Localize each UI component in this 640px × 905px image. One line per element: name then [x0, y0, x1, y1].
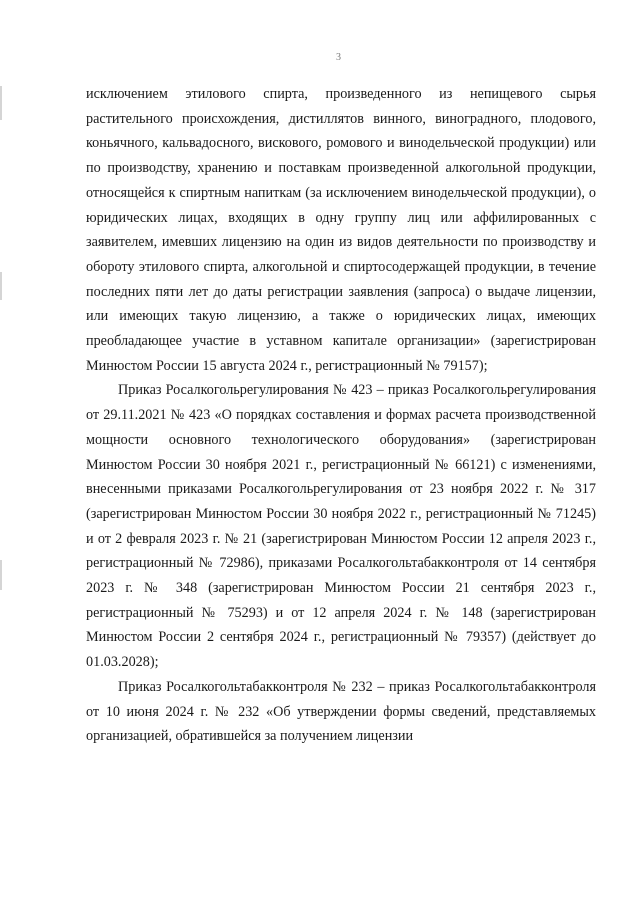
paragraph-order-423: Приказ Росалкогольрегулирования № 423 – приказ Росалкогольрегулирования от 29.11.2021 № 423 «О порядках составления и формах расчета производственной мощности основного технологического оборудования» (зарегистрирован Минюстом России 30 ноября 2021 г., регистрационный № 66121) с изменениями, внесенными приказами Росалкогольрегулирования от 23 ноября 2022 г. № 317 (зарегистрирован Минюстом России 30 ноября 2022 г., регистрационный № 71245) и от 2 февраля 2023 г. № 21 (зарегистрирован Минюстом России 12 апреля 2023 г., регистрационный № 72986), приказами Росалкогольтабакконтроля от 14 сентября 2023 г. № 348 (зарегистрирован Минюстом России 21 сентября 2023 г., регистрационный № 75293) и от 12 апреля 2024 г. № 148 (зарегистрирован Минюстом России 2 сентября 2024 г., регистрационный № 79357) (действует до 01.03.2028);	[86, 382, 596, 671]
scan-edge-mark	[0, 86, 2, 120]
paragraph-order-232: Приказ Росалкогольтабакконтроля № 232 – приказ Росалкогольтабакконтроля от 10 июня 2024 г. № 232 «Об утверждении формы сведений, представляемых организацией, обратившейся за получением лицензии	[86, 678, 596, 745]
page-number: 3	[336, 52, 341, 63]
scan-edge-mark	[0, 560, 2, 590]
document-body	[86, 82, 596, 749]
paragraph-continuation: исключением этилового спирта, произведенного из непищевого сырья растительного происхождения, дистиллятов винного, виноградного, плодового, коньячного, кальвадосного, вискового, ромового и винодельческой продукции) или по производству, хранению и поставкам произведенной алкогольной продукции, относящейся к спиртным напиткам (за исключением винодельческой продукции), о юридических лицах, входящих в одну группу лиц или аффилированных с заявителем, имевших лицензию на один из видов деятельности по производству и обороту этилового спирта, алкогольной и спиртосодержащей продукции, в течение последних пяти лет до даты регистрации заявления (запроса) о выдаче лицензии, или имеющих такую лицензию, а также о юридических лицах, имеющих преобладающее участие в уставном капитале организации» (зарегистрирован Минюстом России 15 августа 2024 г., регистрационный № 79157);	[86, 86, 596, 374]
scan-edge-mark	[0, 272, 2, 300]
